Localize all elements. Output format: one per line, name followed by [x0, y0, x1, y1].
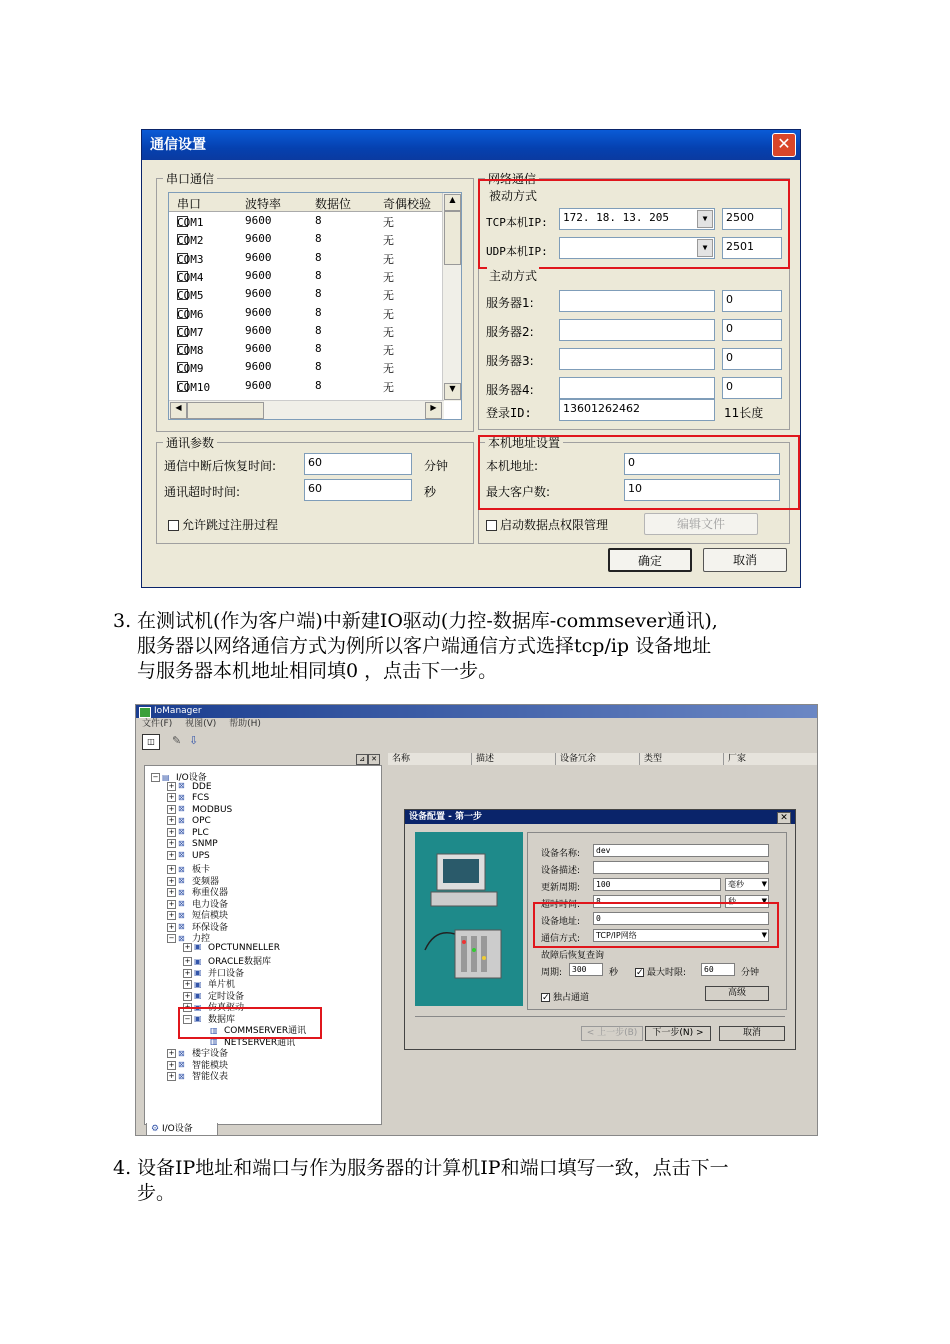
- tree-item[interactable]: [183, 943, 280, 953]
- tree-item-label: PLC: [192, 827, 209, 838]
- expand-toggle-icon[interactable]: +: [168, 865, 175, 873]
- chevron-down-icon[interactable]: ▼: [697, 239, 713, 257]
- tree-item[interactable]: [167, 793, 209, 803]
- maxtime-label: 最大时限:: [647, 968, 687, 978]
- tree-item-label: 仿真驱动: [208, 1003, 245, 1013]
- tree-item-label: DDE: [192, 781, 212, 792]
- serial-row[interactable]: [169, 249, 439, 267]
- dialog-title: 通信设置: [142, 130, 800, 160]
- device-icon: ⊠: [178, 933, 184, 943]
- maxtime-input[interactable]: 60: [701, 963, 735, 976]
- comm-params-title: 通讯参数: [163, 434, 217, 451]
- expand-toggle-icon[interactable]: +: [168, 922, 175, 931]
- device-icon: ⊠: [178, 1071, 184, 1081]
- local-addr-label: 本机地址:: [486, 459, 539, 473]
- cancel-button[interactable]: 取消: [703, 548, 787, 572]
- expand-toggle-icon[interactable]: +: [184, 1003, 191, 1011]
- tree-item[interactable]: [167, 805, 232, 815]
- tree-item-label: NETSERVER通讯: [224, 1037, 296, 1048]
- tree-item-label: 并口设备: [208, 968, 245, 979]
- tree-item-label: UPS: [192, 850, 210, 861]
- folder-icon: ▣: [194, 956, 201, 966]
- serial-parity: 无: [383, 216, 394, 229]
- server-port-input[interactable]: 0: [722, 319, 782, 341]
- highlight-passive-mode: [478, 179, 790, 269]
- checkbox-checked-icon[interactable]: ✓: [542, 993, 550, 1003]
- timeout-input[interactable]: 8: [593, 895, 721, 908]
- wizard-title: 设备配置 - 第一步: [405, 810, 795, 824]
- serial-port: COM7: [177, 325, 204, 339]
- serial-port: COM10: [177, 380, 211, 394]
- close-icon[interactable]: ✕: [777, 812, 791, 824]
- passive-group-title: 被动方式: [489, 189, 538, 203]
- comm-settings-dialog: [141, 129, 801, 588]
- serial-parity: 无: [383, 362, 394, 376]
- close-icon[interactable]: ✕: [368, 754, 380, 765]
- serial-parity: 无: [383, 380, 394, 394]
- server-address-input[interactable]: [559, 290, 715, 312]
- step-4-line-1: 设备IP地址和端口与作为服务器的计算机IP和端口填写一致，点击下一: [137, 1157, 729, 1179]
- device-addr-input[interactable]: 0: [593, 912, 769, 925]
- serial-port: COM5: [177, 289, 204, 303]
- device-desc-label: 设备描述:: [541, 866, 581, 876]
- timeout-label: 通讯超时时间:: [164, 485, 241, 499]
- login-id-label: 登录ID:: [486, 406, 532, 420]
- maxtime-checkbox[interactable]: [635, 965, 686, 978]
- serial-bits: 8: [315, 305, 322, 319]
- col-desc[interactable]: 描述: [472, 753, 556, 765]
- chevron-down-icon[interactable]: ▼: [761, 880, 767, 888]
- folder-icon: ▣: [194, 1014, 201, 1023]
- checkbox-icon[interactable]: [168, 520, 179, 531]
- driver-icon: ▥: [210, 1037, 217, 1046]
- menu-view[interactable]: 视图(V): [185, 719, 217, 729]
- expand-toggle-icon[interactable]: +: [168, 888, 175, 896]
- serial-baud: 9600: [245, 360, 272, 374]
- serial-port: COM9: [177, 362, 204, 376]
- expand-toggle-icon[interactable]: +: [184, 968, 191, 977]
- interrupt-unit: 分钟: [424, 459, 449, 473]
- device-icon: ⊠: [178, 922, 184, 931]
- serial-parity: 无: [383, 234, 394, 248]
- col-bits[interactable]: 数据位: [315, 197, 352, 211]
- serial-bits: 8: [315, 323, 322, 337]
- serial-parity: 无: [383, 325, 394, 339]
- serial-baud: 9600: [245, 232, 272, 246]
- folder-icon: ▣: [194, 979, 201, 989]
- device-icon: ⊠: [178, 887, 184, 897]
- local-addr-title: 本机地址设置: [485, 434, 563, 451]
- folder-icon: ▣: [194, 942, 201, 951]
- expand-toggle-icon[interactable]: +: [184, 991, 191, 1000]
- serial-port-list[interactable]: [168, 192, 462, 420]
- serial-row[interactable]: [169, 267, 439, 285]
- expand-toggle-icon[interactable]: +: [168, 876, 175, 885]
- serial-port: COM3: [177, 252, 204, 266]
- iomanager-window: [135, 704, 818, 1136]
- col-port[interactable]: 串口: [177, 197, 202, 211]
- app-icon: [139, 707, 151, 718]
- serial-baud: 9600: [245, 214, 272, 227]
- root-icon: ▤: [162, 772, 169, 782]
- col-vendor[interactable]: 厂家: [724, 753, 818, 765]
- device-icon: ⊠: [178, 827, 184, 836]
- device-name-label: 设备名称:: [541, 849, 581, 859]
- server-address-input[interactable]: [559, 348, 715, 370]
- serial-row[interactable]: [169, 377, 439, 395]
- step-4-number: 4.: [113, 1157, 132, 1179]
- serial-baud: 9600: [245, 378, 272, 392]
- expand-toggle-icon[interactable]: +: [168, 839, 175, 847]
- tree-item-label: 楼宇设备: [192, 1049, 229, 1059]
- expand-toggle-icon[interactable]: +: [168, 816, 175, 824]
- login-id-length: 11长度: [724, 406, 764, 420]
- tree-item-label: 环保设备: [192, 922, 229, 933]
- serial-bits: 8: [315, 287, 322, 301]
- serial-parity: 无: [383, 307, 394, 321]
- serial-bits: 8: [315, 378, 322, 392]
- tree-item[interactable]: [167, 839, 218, 849]
- exclusive-label: 独占通道: [553, 993, 590, 1003]
- interrupt-recover-label: 通信中断后恢复时间:: [164, 459, 277, 473]
- tree-item-label: 变频器: [192, 876, 220, 887]
- server-port-input[interactable]: 0: [722, 377, 782, 399]
- server-address-input[interactable]: [559, 377, 715, 399]
- maxtime-unit: 分钟: [741, 968, 760, 978]
- horizontal-scrollbar[interactable]: [169, 400, 444, 419]
- step-3-number: 3.: [113, 610, 132, 632]
- server-label: 服务器3:: [486, 354, 534, 368]
- toolbar-edit-icon[interactable]: ✎: [172, 734, 182, 747]
- active-group-title: 主动方式: [489, 269, 538, 283]
- device-icon: ⊠: [178, 804, 184, 813]
- serial-list-header: [169, 193, 443, 212]
- serial-port: COM1: [177, 216, 204, 229]
- serial-row[interactable]: [169, 340, 439, 358]
- tree-item-label: 板卡: [192, 865, 211, 875]
- device-icon: ⊠: [178, 792, 184, 802]
- device-icon: ⊠: [178, 1060, 184, 1069]
- expand-toggle-icon[interactable]: +: [184, 957, 191, 965]
- chevron-down-icon[interactable]: ▼: [761, 897, 767, 905]
- timeout-unit: 秒: [424, 485, 437, 499]
- col-parity[interactable]: 奇偶校验: [383, 197, 432, 211]
- step-3-line-2: 服务器以网络通信方式为例所以客户端通信方式选择tcp/ip 设备地址: [137, 635, 712, 657]
- col-name[interactable]: 名称: [388, 753, 472, 765]
- tree-item-label: COMMSERVER通讯: [224, 1026, 307, 1036]
- highlight-local-addr: [478, 435, 800, 510]
- max-clients-label: 最大客户数:: [486, 485, 551, 499]
- serial-group-title: 串口通信: [163, 170, 217, 187]
- expand-toggle-icon[interactable]: +: [168, 850, 175, 859]
- computer-icon: [415, 832, 523, 1006]
- tree-item-label: 智能仪表: [192, 1072, 229, 1082]
- expand-toggle-icon[interactable]: +: [168, 1072, 175, 1080]
- max-clients-input[interactable]: 10: [624, 479, 780, 501]
- serial-parity: 无: [383, 344, 394, 358]
- device-name-input[interactable]: dev: [593, 844, 769, 857]
- tree-item-label: 数据库: [208, 1014, 236, 1025]
- serial-baud: 9600: [245, 268, 272, 282]
- serial-row[interactable]: [169, 322, 439, 340]
- device-icon: ⊠: [178, 910, 184, 920]
- serial-baud: 9600: [245, 287, 272, 301]
- step-3-line-3: 与服务器本机地址相同填0 ，点击下一步。: [137, 660, 498, 682]
- scroll-down-icon[interactable]: ▼: [444, 383, 461, 400]
- timeout-label: 超时时间:: [541, 900, 581, 910]
- step-4-line-2: 步。: [137, 1182, 176, 1204]
- device-icon: ⊠: [178, 864, 184, 874]
- device-icon: ⊠: [178, 815, 184, 825]
- serial-port: COM4: [177, 270, 204, 284]
- scroll-left-icon[interactable]: ◀: [170, 402, 187, 419]
- highlight-commserver: [178, 1007, 322, 1039]
- serial-baud: 9600: [245, 323, 272, 337]
- serial-bits: 8: [315, 232, 322, 246]
- expand-toggle-icon[interactable]: −: [184, 1014, 191, 1023]
- tree-item-label: 短信模块: [192, 911, 229, 921]
- comm-mode-label: 通信方式:: [541, 934, 581, 944]
- next-button[interactable]: 下一步(N) >: [645, 1026, 711, 1041]
- computer-illustration: [415, 832, 523, 1006]
- serial-row[interactable]: [169, 230, 439, 248]
- period-input[interactable]: 300: [569, 963, 603, 976]
- close-icon[interactable]: ✕: [772, 133, 796, 157]
- expand-toggle-icon[interactable]: +: [184, 942, 191, 951]
- exclusive-checkbox[interactable]: [541, 990, 589, 1003]
- tree-item[interactable]: [167, 782, 212, 792]
- skip-register-label: 允许跳过注册过程: [182, 518, 279, 532]
- device-config-wizard: [404, 809, 796, 1050]
- device-desc-input[interactable]: [593, 861, 769, 874]
- chevron-down-icon[interactable]: ▼: [761, 931, 767, 939]
- update-unit-select[interactable]: [725, 878, 769, 891]
- serial-port: COM2: [177, 234, 204, 248]
- perm-label: 启动数据点权限管理: [500, 518, 609, 532]
- udp-ip-label: UDP本机IP:: [486, 245, 548, 258]
- serial-parity: 无: [383, 270, 394, 284]
- dock-icon[interactable]: ⊿: [356, 754, 368, 765]
- tree-item[interactable]: [167, 1069, 228, 1082]
- tcp-ip-value: 172. 18. 13. 205: [563, 211, 669, 224]
- server-label: 服务器2:: [486, 325, 534, 339]
- serial-row[interactable]: [169, 304, 439, 322]
- interrupt-recover-input[interactable]: 60: [304, 453, 412, 475]
- checkbox-checked-icon[interactable]: ✓: [636, 968, 644, 978]
- chevron-down-icon[interactable]: ▼: [697, 210, 713, 228]
- device-icon: ⊠: [178, 1048, 184, 1058]
- udp-port-input[interactable]: 2501: [722, 237, 782, 259]
- menu-file[interactable]: 文件(F): [142, 719, 173, 729]
- period-label: 周期:: [541, 968, 563, 978]
- separator: [415, 1016, 785, 1017]
- server-label: 服务器1:: [486, 296, 534, 310]
- serial-parity: 无: [383, 252, 394, 266]
- serial-baud: 9600: [245, 342, 272, 356]
- expand-toggle-icon[interactable]: +: [168, 804, 175, 813]
- expand-toggle-icon[interactable]: −: [168, 934, 175, 942]
- skip-register-checkbox[interactable]: [168, 516, 278, 533]
- folder-icon: ▣: [194, 968, 201, 977]
- tree-item-label: 定时设备: [208, 991, 245, 1002]
- scroll-up-icon[interactable]: ▲: [444, 194, 461, 211]
- vertical-scrollbar[interactable]: [442, 193, 461, 401]
- toolbar-help-icon[interactable]: ⇩: [189, 734, 199, 747]
- tree-item-label: 电力设备: [192, 899, 229, 910]
- device-icon: ⊠: [178, 876, 184, 885]
- tree-item-label: SNMP: [192, 839, 218, 849]
- menu-bar: [136, 718, 817, 731]
- tab-io-devices[interactable]: [146, 1123, 218, 1136]
- highlight-addr-mode: [533, 902, 779, 948]
- scroll-thumb[interactable]: [444, 211, 461, 265]
- tree-item-label: I/O设备: [176, 773, 207, 783]
- io-tab-icon: ⚙: [151, 1124, 162, 1134]
- device-icon: ⊠: [178, 781, 184, 790]
- driver-icon: ▥: [210, 1025, 217, 1035]
- folder-icon: ▣: [194, 991, 201, 1000]
- device-tree[interactable]: [144, 765, 382, 1125]
- app-title: IoManager: [136, 705, 817, 718]
- advanced-button[interactable]: 高级: [705, 986, 769, 1001]
- expand-toggle-icon[interactable]: +: [184, 980, 191, 988]
- tree-item[interactable]: [167, 816, 211, 826]
- serial-row[interactable]: [169, 358, 439, 376]
- step-3-line-1: 在测试机(作为客户端)中新建IO驱动(力控-数据库-commsever通讯),: [137, 610, 718, 632]
- prev-button[interactable]: < 上一步(B): [581, 1026, 643, 1041]
- tree-item-label: 力控: [192, 934, 211, 944]
- expand-toggle-icon[interactable]: +: [168, 911, 175, 919]
- serial-row[interactable]: [169, 285, 439, 303]
- menu-help[interactable]: 帮助(H): [229, 719, 261, 729]
- update-period-input[interactable]: 100: [593, 878, 721, 891]
- expand-toggle-icon[interactable]: +: [168, 827, 175, 836]
- tcp-port-input[interactable]: 2500: [722, 208, 782, 230]
- wizard-cancel-button[interactable]: 取消: [719, 1026, 785, 1041]
- login-id-input[interactable]: 13601262462: [559, 399, 715, 421]
- col-baud[interactable]: 波特率: [245, 197, 282, 211]
- network-group-title: 网络通信: [485, 170, 539, 187]
- expand-toggle-icon[interactable]: +: [168, 781, 175, 790]
- ok-button[interactable]: 确定: [608, 548, 692, 572]
- tree-item-label: 单片机: [208, 980, 236, 990]
- device-icon: ⊠: [178, 850, 184, 859]
- tree-item-label: 称重仪器: [192, 888, 229, 898]
- expand-toggle-icon[interactable]: +: [168, 793, 175, 801]
- tcp-ip-label: TCP本机IP:: [486, 216, 548, 229]
- edit-file-button[interactable]: 编辑文件: [644, 513, 758, 535]
- folder-icon: ▣: [194, 1002, 201, 1012]
- timeout-unit-value: 秒: [728, 897, 736, 906]
- serial-row[interactable]: [169, 212, 439, 230]
- tree-item-label: OPC: [192, 816, 211, 826]
- tree-item[interactable]: [167, 851, 210, 861]
- update-unit-value: 毫秒: [728, 880, 744, 889]
- update-period-label: 更新周期:: [541, 883, 581, 893]
- server-port-input[interactable]: 0: [722, 290, 782, 312]
- device-icon: ⊠: [178, 899, 184, 908]
- col-redundancy[interactable]: 设备冗余: [556, 753, 640, 765]
- timeout-input[interactable]: 60: [304, 479, 412, 501]
- serial-bits: 8: [315, 342, 322, 356]
- fault-recover-label: 故障后恢复查询: [541, 951, 605, 961]
- perm-checkbox[interactable]: [486, 516, 608, 533]
- serial-baud: 9600: [245, 250, 272, 264]
- expand-toggle-icon[interactable]: +: [168, 1060, 175, 1069]
- col-type[interactable]: 类型: [640, 753, 724, 765]
- server-label: 服务器4:: [486, 383, 534, 397]
- serial-bits: 8: [315, 268, 322, 282]
- hscroll-thumb[interactable]: [187, 402, 264, 419]
- tree-item-label: ORACLE数据库: [208, 957, 271, 967]
- checkbox-icon[interactable]: [486, 520, 497, 531]
- toolbar-view-icon[interactable]: ◫: [142, 734, 160, 750]
- tree-item-label: 智能模块: [192, 1060, 229, 1071]
- serial-bits: 8: [315, 360, 322, 374]
- serial-port: COM6: [177, 307, 204, 321]
- serial-port: COM8: [177, 344, 204, 358]
- serial-bits: 8: [315, 214, 322, 227]
- serial-baud: 9600: [245, 305, 272, 319]
- serial-bits: 8: [315, 250, 322, 264]
- tree-item-label: OPCTUNNELLER: [208, 942, 280, 953]
- server-port-input[interactable]: 0: [722, 348, 782, 370]
- local-addr-input[interactable]: 0: [624, 453, 780, 475]
- comm-mode-value: TCP/IP网络: [596, 931, 637, 940]
- expand-toggle-icon[interactable]: +: [168, 899, 175, 908]
- device-addr-label: 设备地址:: [541, 917, 581, 927]
- expand-toggle-icon[interactable]: +: [168, 1049, 175, 1057]
- server-address-input[interactable]: [559, 319, 715, 341]
- device-icon: ⊠: [178, 838, 184, 848]
- tree-item[interactable]: [167, 828, 209, 838]
- period-unit: 秒: [609, 968, 619, 978]
- tree-item-label: FCS: [192, 793, 210, 803]
- tab-io-label: I/O设备: [161, 1124, 193, 1134]
- expand-toggle-icon[interactable]: −: [152, 773, 159, 781]
- scroll-right-icon[interactable]: ▶: [425, 402, 442, 419]
- tree-item-label: MODBUS: [192, 804, 233, 815]
- serial-parity: 无: [383, 289, 394, 303]
